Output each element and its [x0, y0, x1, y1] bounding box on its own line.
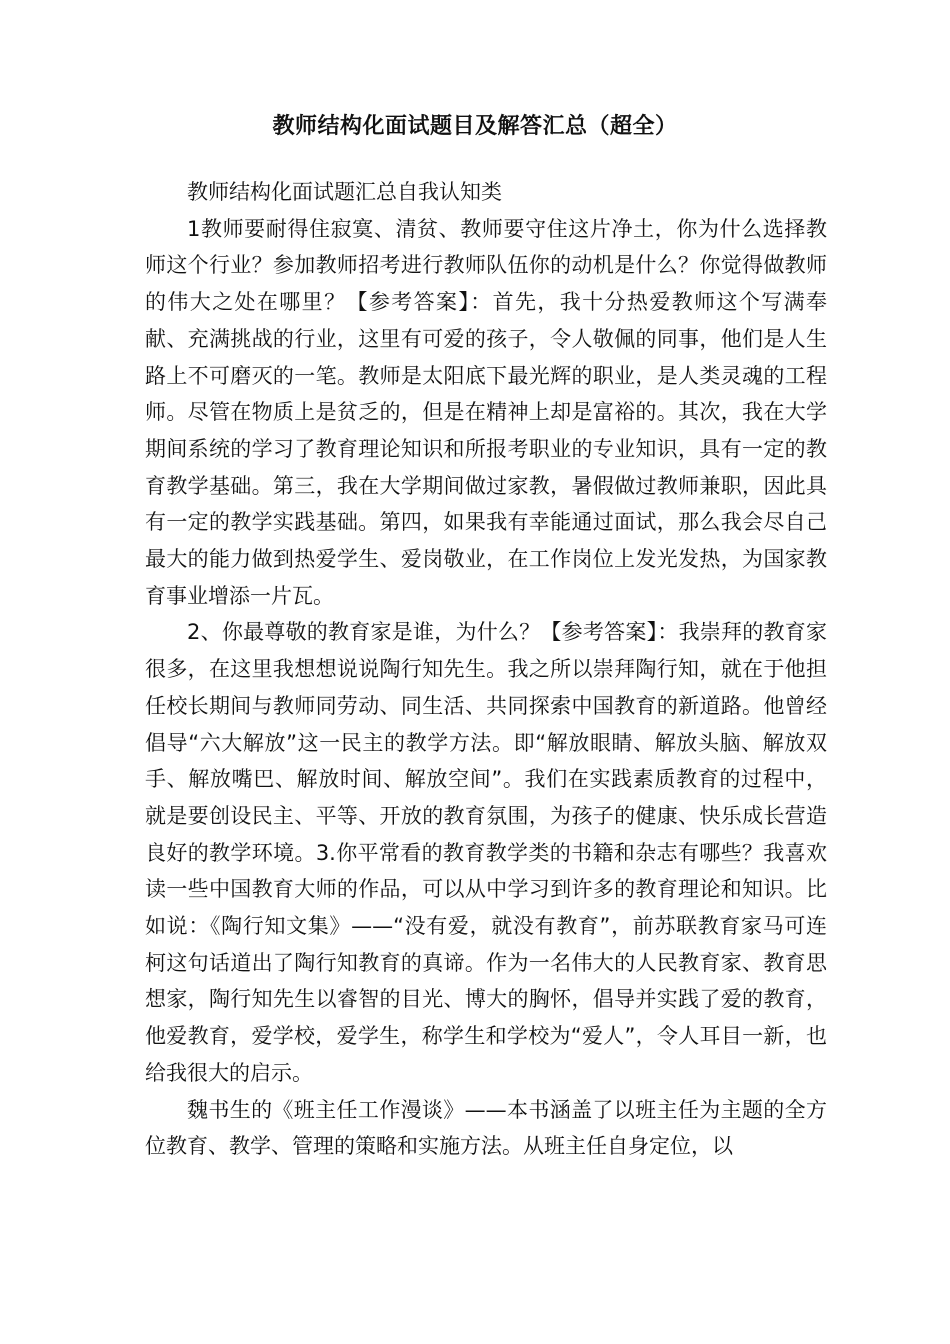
- section-heading-paragraph: 教师结构化面试题汇总自我认知类: [187, 180, 502, 204]
- body-paragraph: 2、你最尊敬的教育家是谁，为什么？【参考答案】：我崇拜的教育家很多，在这里我想想说说陶行知先生。我之所以崇拜陶行知，就在于他担任校长期间与教师同劳动、同生活、共同探索中国教育的新道路。他曾经倡导“六大解放”这一民主的教学方法。即“解放眼睛、解放头脑、解放双手、解放嘴巴、解放时间、解放空间”。我们在实践素质教育的过程中，就是要创设民主、平等、开放的教育氛围，为孩子的健康、快乐成长营造良好的教学环境。3.你平常看的教育教学类的书籍和杂志有哪些？我喜欢读一些中国教育大师的作品，可以从中学习到许多的教育理论和知识。比如说：《陶行知文集》——“没有爱，就没有教育”，前苏联教育家马可连柯这句话道出了陶行知教育的真谛。作为一名伟大的人民教育家、教育思想家，陶行知先生以睿智的目光、博大的胸怀，倡导并实践了爱的教育，他爱教育，爱学校，爱学生，称学生和学校为“爱人”，令人耳目一新，也给我很大的启示。: [145, 620, 827, 1085]
- body-paragraph: 魏书生的《班主任工作漫谈》——本书涵盖了以班主任为主题的全方位教育、教学、管理的策略和实施方法。从班主任自身定位，以: [145, 1097, 827, 1159]
- document-body: [145, 174, 827, 1165]
- body-paragraph: 1教师要耐得住寂寞、清贫、教师要守住这片净土，你为什么选择教师这个行业？参加教师招考进行教师队伍你的动机是什么？你觉得做教师的伟大之处在哪里？【参考答案】：首先，我十分热爱教师这个写满奉献、充满挑战的行业，这里有可爱的孩子，令人敬佩的同事，他们是人生路上不可磨灭的一笔。教师是太阳底下最光辉的职业，是人类灵魂的工程师。尽管在物质上是贫乏的，但是在精神上却是富裕的。其次，我在大学期间系统的学习了教育理论知识和所报考职业的专业知识，具有一定的教育教学基础。第三，我在大学期间做过家教，暑假做过教师兼职，因此具有一定的教学实践基础。第四，如果我有幸能通过面试，那么我会尽自己最大的能力做到热爱学生、爱岗敬业，在工作岗位上发光发热，为国家教育事业增添一片瓦。: [145, 216, 827, 608]
- document-title: 教师结构化面试题目及解答汇总（超全）: [272, 114, 678, 139]
